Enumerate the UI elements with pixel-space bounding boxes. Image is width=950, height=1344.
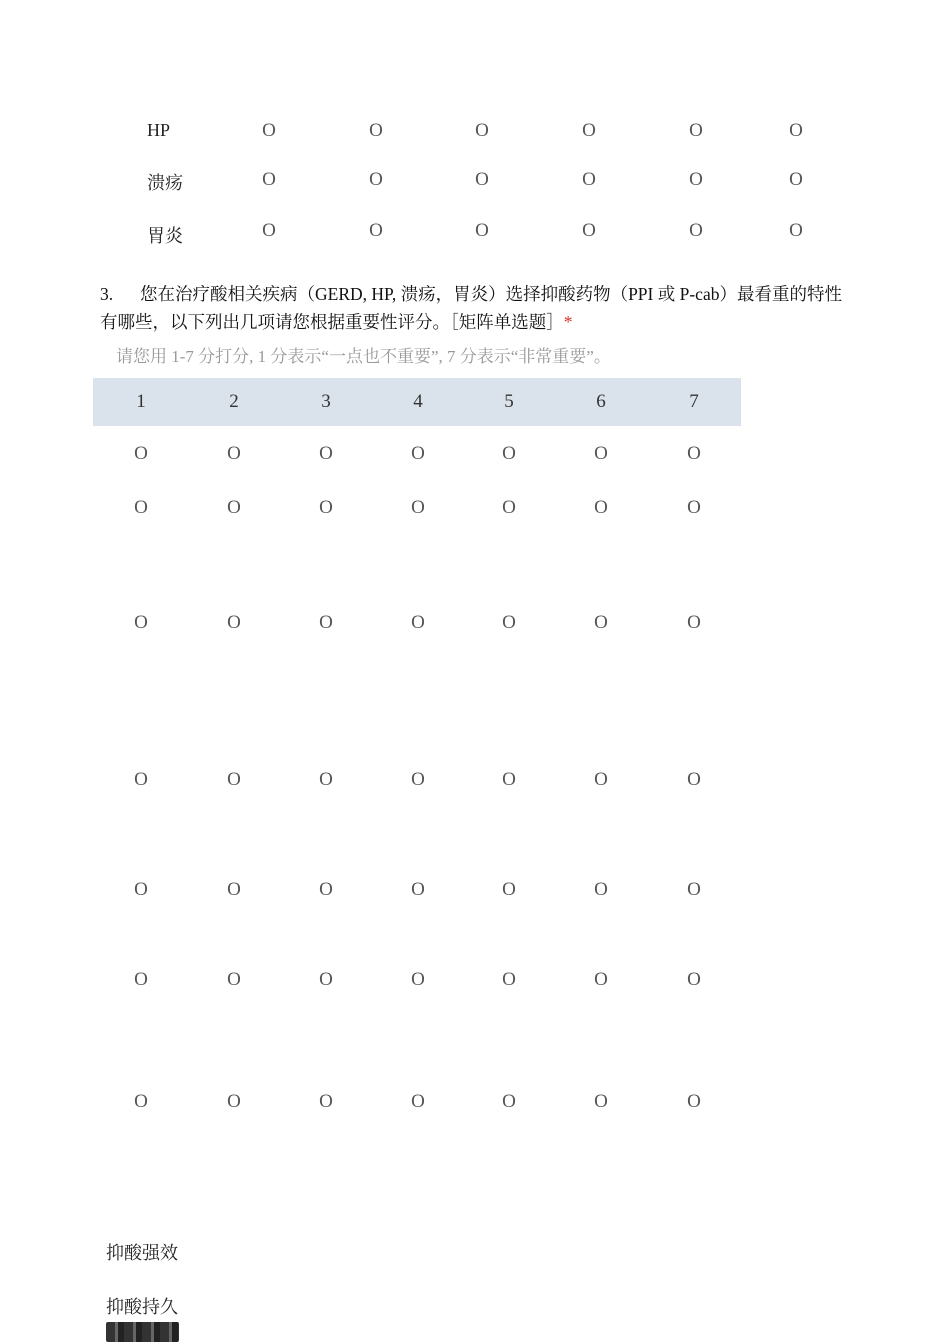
radio-option[interactable]: O bbox=[227, 497, 241, 518]
radio-option[interactable]: O bbox=[594, 612, 608, 633]
radio-option[interactable]: O bbox=[227, 612, 241, 633]
radio-option[interactable]: O bbox=[369, 220, 383, 241]
radio-option[interactable]: O bbox=[319, 969, 333, 990]
radio-option[interactable]: O bbox=[134, 443, 148, 464]
q3-option-row bbox=[0, 969, 950, 993]
radio-option[interactable]: O bbox=[319, 1091, 333, 1112]
q3-option-row bbox=[0, 612, 950, 636]
radio-option[interactable]: O bbox=[687, 769, 701, 790]
row-label-acid-strength: 抑酸强效 bbox=[106, 1243, 178, 1263]
q3-option-row bbox=[0, 443, 950, 467]
radio-option[interactable]: O bbox=[475, 220, 489, 241]
radio-option[interactable]: O bbox=[262, 120, 276, 141]
radio-option[interactable]: O bbox=[594, 1091, 608, 1112]
radio-option[interactable]: O bbox=[227, 1091, 241, 1112]
radio-option[interactable]: O bbox=[789, 120, 803, 141]
radio-option[interactable]: O bbox=[319, 879, 333, 900]
radio-option[interactable]: O bbox=[594, 969, 608, 990]
radio-option[interactable]: O bbox=[502, 443, 516, 464]
radio-option[interactable]: O bbox=[411, 769, 425, 790]
radio-option[interactable]: O bbox=[502, 612, 516, 633]
q3-option-row bbox=[0, 1091, 950, 1115]
q2-row-label: HP bbox=[147, 120, 171, 140]
radio-option[interactable]: O bbox=[582, 120, 596, 141]
required-asterisk: * bbox=[563, 312, 573, 332]
radio-option[interactable]: O bbox=[411, 969, 425, 990]
row-label-acid-duration: 抑酸持久 bbox=[106, 1297, 178, 1317]
radio-option[interactable]: O bbox=[134, 1091, 148, 1112]
scale-label-5: 5 bbox=[504, 391, 514, 412]
scale-header bbox=[93, 378, 741, 426]
radio-option[interactable]: O bbox=[411, 497, 425, 518]
radio-option[interactable]: O bbox=[319, 769, 333, 790]
radio-option[interactable]: O bbox=[319, 612, 333, 633]
radio-option[interactable]: O bbox=[262, 169, 276, 190]
radio-option[interactable]: O bbox=[411, 1091, 425, 1112]
radio-option[interactable]: O bbox=[227, 879, 241, 900]
radio-option[interactable]: O bbox=[134, 612, 148, 633]
radio-option[interactable]: O bbox=[687, 1091, 701, 1112]
radio-option[interactable]: O bbox=[134, 769, 148, 790]
q2-row-label: 胃炎 bbox=[147, 226, 183, 246]
q2-row-label: 溃疡 bbox=[147, 173, 183, 193]
radio-option[interactable]: O bbox=[687, 612, 701, 633]
radio-option[interactable]: O bbox=[502, 1091, 516, 1112]
scale-label-6: 6 bbox=[596, 391, 606, 412]
radio-option[interactable]: O bbox=[319, 443, 333, 464]
radio-option[interactable]: O bbox=[689, 220, 703, 241]
radio-option[interactable]: O bbox=[475, 120, 489, 141]
radio-option[interactable]: O bbox=[411, 612, 425, 633]
radio-option[interactable]: O bbox=[502, 969, 516, 990]
radio-option[interactable]: O bbox=[502, 497, 516, 518]
radio-option[interactable]: O bbox=[411, 443, 425, 464]
question-text: 您在治疗酸相关疾病（GERD, HP, 溃疡，胃炎）选择抑酸药物（PPI 或 P-cab）最看重的特性有哪些，以下列出几项请您根据重要性评分。［矩阵单选题］ bbox=[100, 284, 842, 332]
radio-option[interactable]: O bbox=[227, 769, 241, 790]
q2-row-ulcer bbox=[0, 169, 950, 193]
radio-option[interactable]: O bbox=[502, 879, 516, 900]
question-3-title bbox=[100, 280, 850, 336]
radio-option[interactable]: O bbox=[594, 443, 608, 464]
radio-option[interactable]: O bbox=[594, 497, 608, 518]
radio-option[interactable]: O bbox=[475, 169, 489, 190]
radio-option[interactable]: O bbox=[789, 169, 803, 190]
radio-option[interactable]: O bbox=[369, 120, 383, 141]
radio-option[interactable]: O bbox=[582, 169, 596, 190]
q3-option-row bbox=[0, 497, 950, 521]
radio-option[interactable]: O bbox=[134, 879, 148, 900]
scale-label-7: 7 bbox=[689, 391, 699, 412]
scale-label-1: 1 bbox=[136, 391, 146, 412]
radio-option[interactable]: O bbox=[502, 769, 516, 790]
q3-option-row bbox=[0, 769, 950, 793]
scale-label-3: 3 bbox=[321, 391, 331, 412]
radio-option[interactable]: O bbox=[687, 969, 701, 990]
radio-option[interactable]: O bbox=[594, 769, 608, 790]
radio-option[interactable]: O bbox=[134, 497, 148, 518]
question-hint: 请您用 1-7 分打分, 1 分表示“一点也不重要”, 7 分表示“非常重要”。 bbox=[116, 347, 611, 366]
radio-option[interactable]: O bbox=[369, 169, 383, 190]
radio-option[interactable]: O bbox=[134, 969, 148, 990]
radio-option[interactable]: O bbox=[582, 220, 596, 241]
q2-row-gastritis bbox=[0, 220, 950, 244]
radio-option[interactable]: O bbox=[789, 220, 803, 241]
radio-option[interactable]: O bbox=[689, 120, 703, 141]
radio-option[interactable]: O bbox=[687, 879, 701, 900]
radio-option[interactable]: O bbox=[319, 497, 333, 518]
radio-option[interactable]: O bbox=[227, 443, 241, 464]
question-number: 3. bbox=[100, 284, 114, 304]
q3-option-row bbox=[0, 879, 950, 903]
radio-option[interactable]: O bbox=[687, 443, 701, 464]
radio-option[interactable]: O bbox=[262, 220, 276, 241]
scale-label-4: 4 bbox=[413, 391, 423, 412]
radio-option[interactable]: O bbox=[687, 497, 701, 518]
radio-option[interactable]: O bbox=[594, 879, 608, 900]
radio-option[interactable]: O bbox=[227, 969, 241, 990]
redacted-text-block bbox=[106, 1322, 179, 1342]
radio-option[interactable]: O bbox=[689, 169, 703, 190]
scale-label-2: 2 bbox=[229, 391, 239, 412]
q2-row-hp bbox=[0, 120, 950, 144]
radio-option[interactable]: O bbox=[411, 879, 425, 900]
